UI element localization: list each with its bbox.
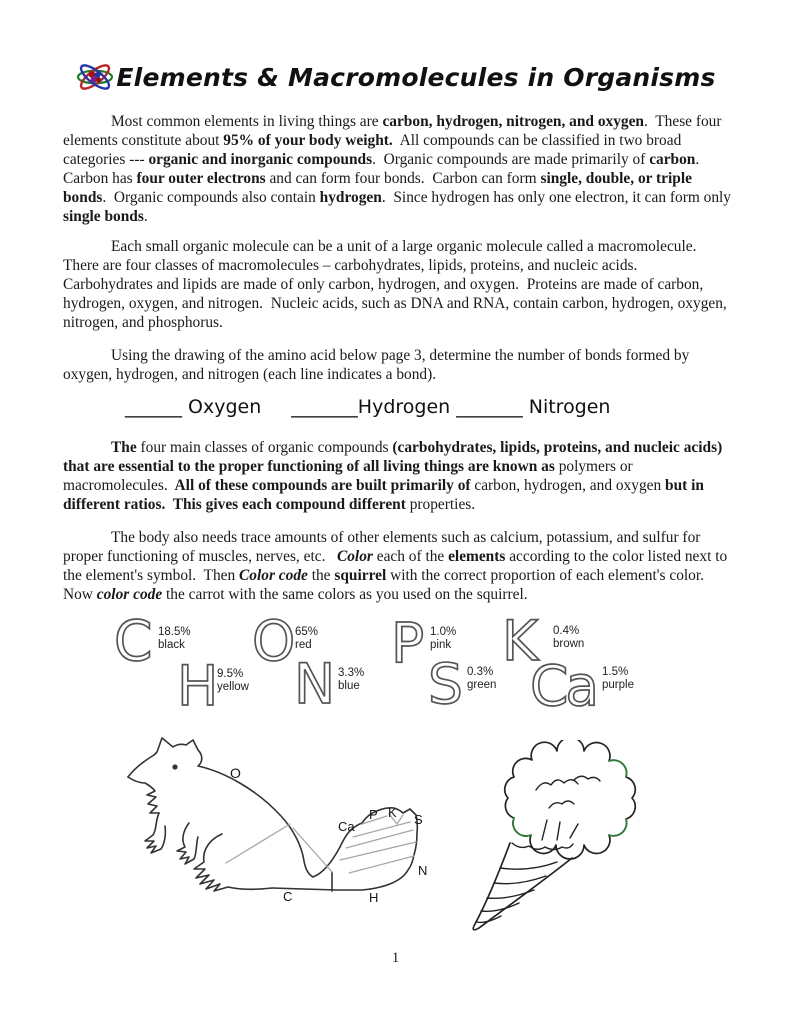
paragraph-macromolecules: Each small organic molecule can be a unit of a large organic molecule called a macromolecule. There are four classes of macromolecules – carbohydrates, lipids, proteins, and nucleic acids. Carbohydrates and lipids are made of only carbon, hydrogen, and oxygen. Proteins are made of carbon, hydrogen, oxygen, and nitrogen. Nucleic acids, such as DNA and RNA, contain carbon, hydrogen, oxygen, nitrogen, and phosphorus.: [63, 238, 731, 331]
page-number: 1: [391, 950, 400, 966]
element-percent: 0.4%: [553, 625, 580, 637]
element-symbol-P: P: [391, 611, 422, 675]
element-label-H: [217, 668, 249, 694]
squirrel-section-lines: [226, 814, 416, 873]
element-symbol-C: C: [114, 609, 150, 673]
squirrel-label-N: N: [418, 863, 428, 878]
bonds-blanks-line: [63, 396, 753, 418]
squirrel-labels: [230, 765, 427, 905]
squirrel-label-Ca: Ca: [338, 819, 355, 834]
paragraph-amino-acid: Using the drawing of the amino acid below page 3, determine the number of bonds formed by oxygen, hydrogen, and nitrogen (each line indicates a bond).: [63, 347, 694, 383]
element-color: purple: [602, 679, 634, 691]
page-title: Elements & Macromolecules in Organisms: [116, 62, 716, 92]
element-label-N: [338, 667, 364, 693]
squirrel-drawing: [100, 730, 460, 940]
element-percent: 0.3%: [467, 666, 494, 678]
element-label-S: [467, 666, 496, 692]
element-label-C: [158, 626, 191, 652]
element-color: blue: [338, 680, 360, 692]
squirrel-label-O: O: [230, 765, 241, 781]
element-percent: 1.5%: [602, 666, 629, 678]
squirrel-label-C: C: [283, 889, 293, 904]
element-symbol-N: N: [294, 652, 333, 716]
carrot-foliage-green-accents: [513, 760, 627, 836]
element-color: red: [295, 639, 312, 651]
element-percent: 18.5%: [158, 626, 191, 638]
element-label-P: [430, 626, 456, 652]
squirrel-label-K: K: [388, 805, 397, 820]
element-color: pink: [430, 639, 452, 651]
oxygen-blank: ______ Oxygen: [125, 396, 262, 418]
carrot-drawing: [450, 740, 700, 960]
atom-icon: [75, 56, 115, 98]
element-symbol-Ca: Ca: [530, 654, 597, 718]
element-color: black: [158, 639, 185, 651]
paragraph-intro: Most common elements in living things are carbon, hydrogen, nitrogen, and oxygen. These four elements constitute about 95% of your body weight. All compounds can be classified in two broad categories --- organic and inorganic compounds. Organic compounds are made primarily of carbon. Carbon has four outer electrons and can form four bonds. Carbon can form single, double, or triple bonds. Organic compounds also contain hydrogen. Since hydrogen has only one electron, it can form only single bonds.: [63, 113, 735, 225]
element-symbol-H: H: [177, 654, 216, 718]
squirrel-label-S: S: [414, 812, 423, 827]
element-symbol-K: K: [502, 609, 536, 673]
element-percent: 1.0%: [430, 626, 457, 638]
element-percent: 3.3%: [338, 667, 365, 679]
squirrel-label-H: H: [369, 890, 379, 905]
carrot-root: [473, 843, 573, 930]
element-percent: 9.5%: [217, 668, 244, 680]
title-row: [0, 56, 791, 98]
element-label-K: [553, 625, 584, 651]
element-color: yellow: [217, 681, 249, 693]
element-label-Ca: [602, 666, 634, 692]
paragraph-color-instructions: The body also needs trace amounts of other elements such as calcium, potassium, and sulfur for proper functioning of muscles, nerves, etc. Color each of the elements according to the color listed next to the element's symbol. Then Color code the squirrel with the correct proportion of each element's color. Now color code the carrot with the same colors as you used on the squirrel.: [63, 529, 732, 603]
squirrel-label-P: P: [369, 807, 378, 822]
paragraph-polymers: The four main classes of organic compounds (carbohydrates, lipids, proteins, and nucleic acids) that are essential to the proper functioning of all living things are known as polymers or macromolecules. All of these compounds are built primarily of carbon, hydrogen, and oxygen but in different ratios. This gives each compound different properties.: [63, 439, 727, 513]
nitrogen-blank: _______ Nitrogen: [456, 396, 611, 418]
element-color: brown: [553, 638, 585, 650]
element-percent: 65%: [295, 626, 319, 638]
squirrel-eye: [172, 764, 177, 769]
element-label-O: [295, 626, 318, 652]
element-color: green: [467, 679, 497, 691]
carrot-foliage: [505, 740, 635, 859]
element-symbol-S: S: [428, 652, 460, 716]
hydrogen-blank: _______Hydrogen: [291, 396, 451, 418]
element-symbol-O: O: [252, 609, 293, 673]
